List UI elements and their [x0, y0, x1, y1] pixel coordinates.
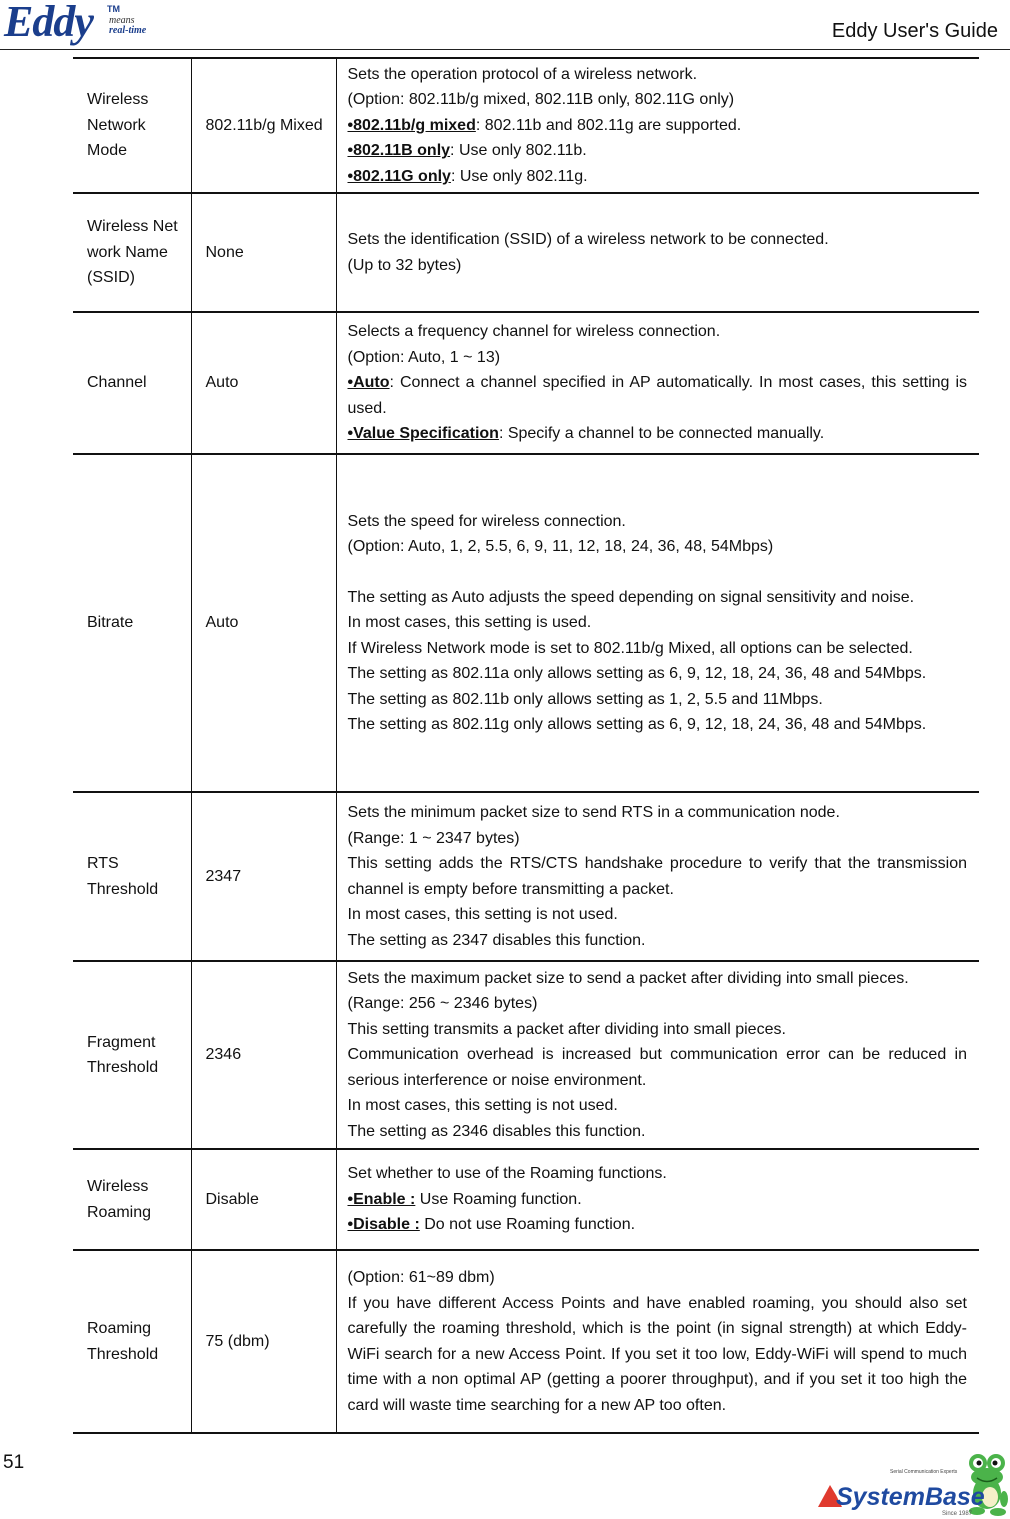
description-text: (Option: 61~89 dbm) [347, 1269, 495, 1286]
description-text: Set whether to use of the Roaming functions. [347, 1165, 667, 1183]
description-line [348, 1017, 968, 1043]
description-text: (Range: 1 ~ 2347 bytes) [347, 829, 520, 847]
description-line [348, 534, 968, 560]
settings-table [73, 57, 979, 1434]
description-line [348, 826, 968, 852]
description-line [348, 1187, 968, 1213]
description-text: (Option: Auto, 1, 2, 5.5, 6, 9, 11, 12, 18, 24, 36, 48, 54Mbps) [347, 538, 774, 555]
systembase-logo [812, 1447, 1010, 1519]
description-line [348, 1119, 968, 1145]
description-line [348, 253, 968, 279]
description-line [348, 991, 968, 1017]
setting-description [336, 1250, 979, 1433]
setting-name: Channel [73, 312, 191, 454]
option-label: •Auto [347, 374, 390, 392]
table-row [73, 193, 979, 312]
description-line [348, 902, 968, 928]
brand-wordmark: SystemBase [836, 1483, 985, 1511]
option-label: •Value Specification [347, 425, 499, 443]
logo-wordmark: Eddy [4, 0, 93, 46]
description-line [348, 227, 968, 253]
description-text: The setting as 802.11g only allows setting as 6, 9, 12, 18, 24, 36, 48 and 54Mbps. [347, 716, 927, 733]
brand-tagline: Serial Communication Experts [890, 1469, 958, 1475]
description-text: Selects a frequency channel for wireless connection. [347, 323, 721, 341]
setting-name: Wireless Network Mode [73, 58, 191, 193]
setting-description [336, 454, 979, 792]
description-line [348, 585, 968, 611]
description-line [348, 164, 968, 190]
paragraph-gap [348, 560, 968, 585]
description-line [348, 610, 968, 636]
table-row [73, 792, 979, 961]
table-row [73, 961, 979, 1149]
description-text: Do not use Roaming function. [419, 1216, 636, 1234]
description-line [348, 421, 968, 447]
setting-description [336, 961, 979, 1149]
description-text: : Connect a channel specified in AP automatically. In most cases, this setting is used. [347, 374, 967, 417]
description-text: Sets the operation protocol of a wireless network. [347, 65, 698, 83]
setting-description [336, 792, 979, 961]
setting-name: RTS Threshold [73, 792, 191, 961]
header-rule [0, 49, 1010, 50]
guide-title: Eddy User's Guide [831, 20, 998, 42]
description-line [348, 1291, 968, 1419]
description-text: : Use only 802.11g. [450, 167, 588, 185]
setting-description [336, 193, 979, 312]
page-number: 51 [3, 1452, 25, 1473]
setting-default: 75 (dbm) [191, 1250, 336, 1433]
setting-default: 2346 [191, 961, 336, 1149]
description-text: : Use only 802.11b. [450, 142, 587, 160]
description-text: (Up to 32 bytes) [347, 256, 462, 274]
description-text: The setting as Auto adjusts the speed depending on signal sensitivity and noise. [347, 588, 915, 606]
description-text: : 802.11b and 802.11g are supported. [475, 116, 742, 134]
setting-name: Wireless Roaming [73, 1149, 191, 1250]
description-line [348, 1265, 968, 1291]
description-text: (Option: Auto, 1 ~ 13) [347, 348, 501, 366]
description-line [348, 928, 968, 954]
setting-default: 2347 [191, 792, 336, 961]
description-text: Communication overhead is increased but communication error can be reduced in serious interference or noise environment. [347, 1046, 967, 1089]
description-line [348, 509, 968, 535]
description-text: (Option: 802.11b/g mixed, 802.11B only, 802.11G only) [347, 91, 735, 109]
description-line [348, 345, 968, 371]
logo-trademark: TM [107, 4, 120, 14]
page-header [0, 0, 1010, 50]
description-line [348, 661, 968, 687]
table-row [73, 58, 979, 193]
setting-name: Wireless Network Name(SSID) [73, 193, 191, 312]
table-row [73, 1149, 979, 1250]
setting-default: 802.11b/g Mixed [191, 58, 336, 193]
description-line [348, 1212, 968, 1238]
description-text: If Wireless Network mode is set to 802.11b/g Mixed, all options can be selected. [347, 639, 913, 657]
logo-tagline-realtime: real-time [109, 25, 147, 36]
description-line [348, 851, 968, 902]
description-line [348, 370, 968, 421]
eddy-logo [4, 2, 164, 46]
description-line [348, 113, 968, 139]
logo-tagline [109, 16, 169, 36]
option-label: •802.11G only [347, 167, 451, 185]
description-text: The setting as 802.11b only allows setting as 1, 2, 5.5 and 11Mbps. [347, 690, 823, 708]
description-text: In most cases, this setting is not used. [347, 906, 618, 923]
setting-default: Auto [191, 454, 336, 792]
setting-default: Disable [191, 1149, 336, 1250]
description-line [348, 319, 968, 345]
description-line [348, 1093, 968, 1119]
option-label: •802.11b/g mixed [347, 116, 476, 134]
settings-table-body [73, 58, 979, 1433]
setting-name: Bitrate [73, 454, 191, 792]
description-line [348, 138, 968, 164]
description-text: The setting as 2346 disables this function. [347, 1122, 646, 1140]
description-line [348, 800, 968, 826]
setting-description [336, 312, 979, 454]
description-text: Sets the speed for wireless connection. [347, 512, 626, 530]
description-text: This setting adds the RTS/CTS handshake procedure to verify that the transmission channel is empty before transmitting a packet. [347, 855, 967, 898]
setting-name: Fragment Threshold [73, 961, 191, 1149]
description-text: Sets the identification (SSID) of a wireless network to be connected. [347, 231, 829, 248]
description-line [348, 712, 968, 738]
description-text: If you have different Access Points and have enabled roaming, you should also set carefully the roaming threshold, which is the point (in signal strength) at which Eddy-WiFi search for a new Access Point. If you set it too low, Eddy-WiFi will spend to much time with a non optimal AP (getting a poorer throughput), and if you set it too high the card will waste time searching for a new AP too often. [347, 1294, 967, 1414]
setting-name: Roaming Threshold [73, 1250, 191, 1433]
logo-tagline-means: means [109, 15, 135, 26]
description-text: The setting as 802.11a only allows setting as 6, 9, 12, 18, 24, 36, 48 and 54Mbps. [347, 665, 927, 682]
description-line [348, 687, 968, 713]
setting-default: None [191, 193, 336, 312]
description-text: Sets the maximum packet size to send a packet after dividing into small pieces. [347, 969, 909, 987]
description-text: This setting transmits a packet after dividing into small pieces. [347, 1020, 786, 1038]
description-text: In most cases, this setting is not used. [347, 1097, 618, 1115]
description-text: In most cases, this setting is used. [347, 614, 592, 631]
brand-since: Since 1987 [942, 1511, 973, 1517]
description-text: : Specify a channel to be connected manually. [498, 425, 825, 443]
option-label: •802.11B only [347, 142, 451, 160]
option-label: •Disable : [347, 1216, 420, 1234]
table-row [73, 312, 979, 454]
description-text: Use Roaming function. [415, 1190, 582, 1208]
description-line [348, 87, 968, 113]
description-text: (Range: 256 ~ 2346 bytes) [347, 995, 538, 1013]
setting-description [336, 58, 979, 193]
description-line [348, 62, 968, 88]
description-text: The setting as 2347 disables this function. [347, 931, 646, 949]
option-label: •Enable : [347, 1190, 416, 1208]
description-line [348, 636, 968, 662]
description-line [348, 1042, 968, 1093]
setting-default: Auto [191, 312, 336, 454]
description-line [348, 966, 968, 992]
setting-description [336, 1149, 979, 1250]
table-row [73, 1250, 979, 1433]
description-text: Sets the minimum packet size to send RTS in a communication node. [347, 804, 840, 821]
table-row [73, 454, 979, 792]
description-line [348, 1161, 968, 1187]
